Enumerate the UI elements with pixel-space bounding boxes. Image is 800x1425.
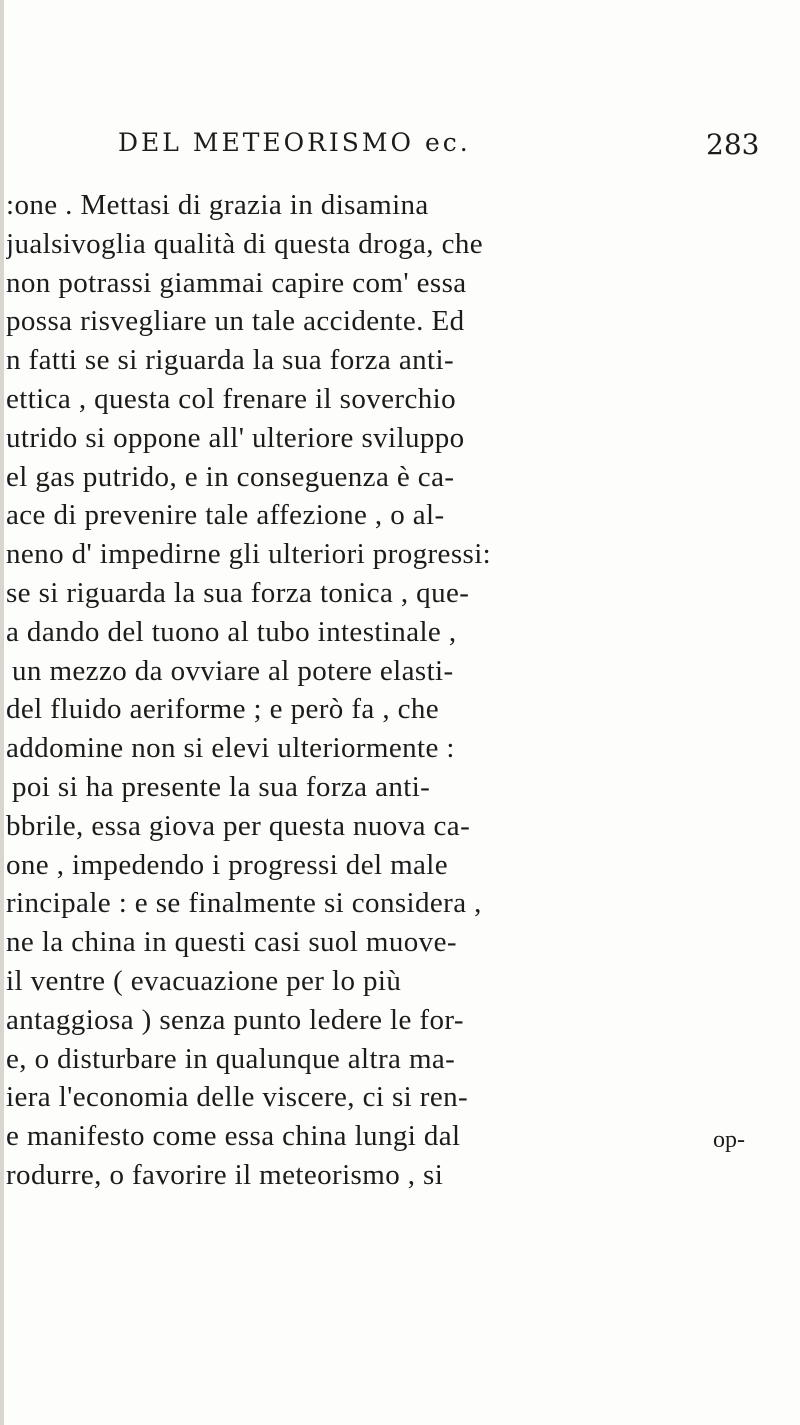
text-line: addomine non si elevi ulteriormente : <box>6 732 455 765</box>
text-line: one , impedendo i progressi del male <box>6 848 449 881</box>
text-line: neno d' impedirne gli ulteriori progressi: <box>6 538 492 571</box>
text-line: rodurre, o favorire il meteorismo , si <box>6 1158 444 1191</box>
text-line: el gas putrido, e in conseguenza è ca- <box>6 460 455 493</box>
text-line: e manifesto come essa china lungi dal <box>6 1120 461 1153</box>
text-line: a dando del tuono al tubo intestinale , <box>6 615 457 648</box>
text-line: rincipale : e se finalmente si considera , <box>6 887 482 920</box>
text-line: ne la china in questi casi suol muove- <box>6 926 457 959</box>
text-line: del fluido aeriforme ; e però fa , che <box>6 693 440 726</box>
running-title: DEL METEORISMO ec. <box>118 128 471 157</box>
text-line: antaggiosa ) senza punto ledere le for- <box>6 1003 464 1036</box>
text-line: ace di prevenire tale affezione , o al- <box>6 499 445 532</box>
text-line: :one . Mettasi di grazia in disamina <box>6 189 429 221</box>
text-line: possa risvegliare un tale accidente. Ed <box>6 305 465 338</box>
text-line: n fatti se si riguarda la sua forza anti- <box>6 344 455 377</box>
page-gutter-edge <box>0 0 4 1425</box>
text-line: utrido si oppone all' ulteriore sviluppo <box>6 421 465 454</box>
text-line: se si riguarda la sua forza tonica , que- <box>6 576 470 609</box>
text-line: poi si ha presente la sua forza anti- <box>12 770 431 803</box>
text-line: e, o disturbare in qualunque altra ma- <box>6 1042 456 1075</box>
catchword: op- <box>713 1127 745 1153</box>
text-line: jualsivoglia qualità di questa droga, che <box>6 227 484 260</box>
text-line: non potrassi giammai capire com' essa <box>6 266 467 299</box>
body-text <box>6 186 796 1195</box>
text-line: bbrile, essa giova per questa nuova ca- <box>6 809 471 842</box>
page-number: 283 <box>706 128 760 161</box>
text-line: ettica , questa col frenare il soverchio <box>6 382 456 415</box>
text-line: iera l'economia delle viscere, ci si ren- <box>6 1081 469 1114</box>
text-line: il ventre ( evacuazione per lo più <box>6 964 402 997</box>
text-line: un mezzo da ovviare al potere elasti- <box>12 654 454 687</box>
